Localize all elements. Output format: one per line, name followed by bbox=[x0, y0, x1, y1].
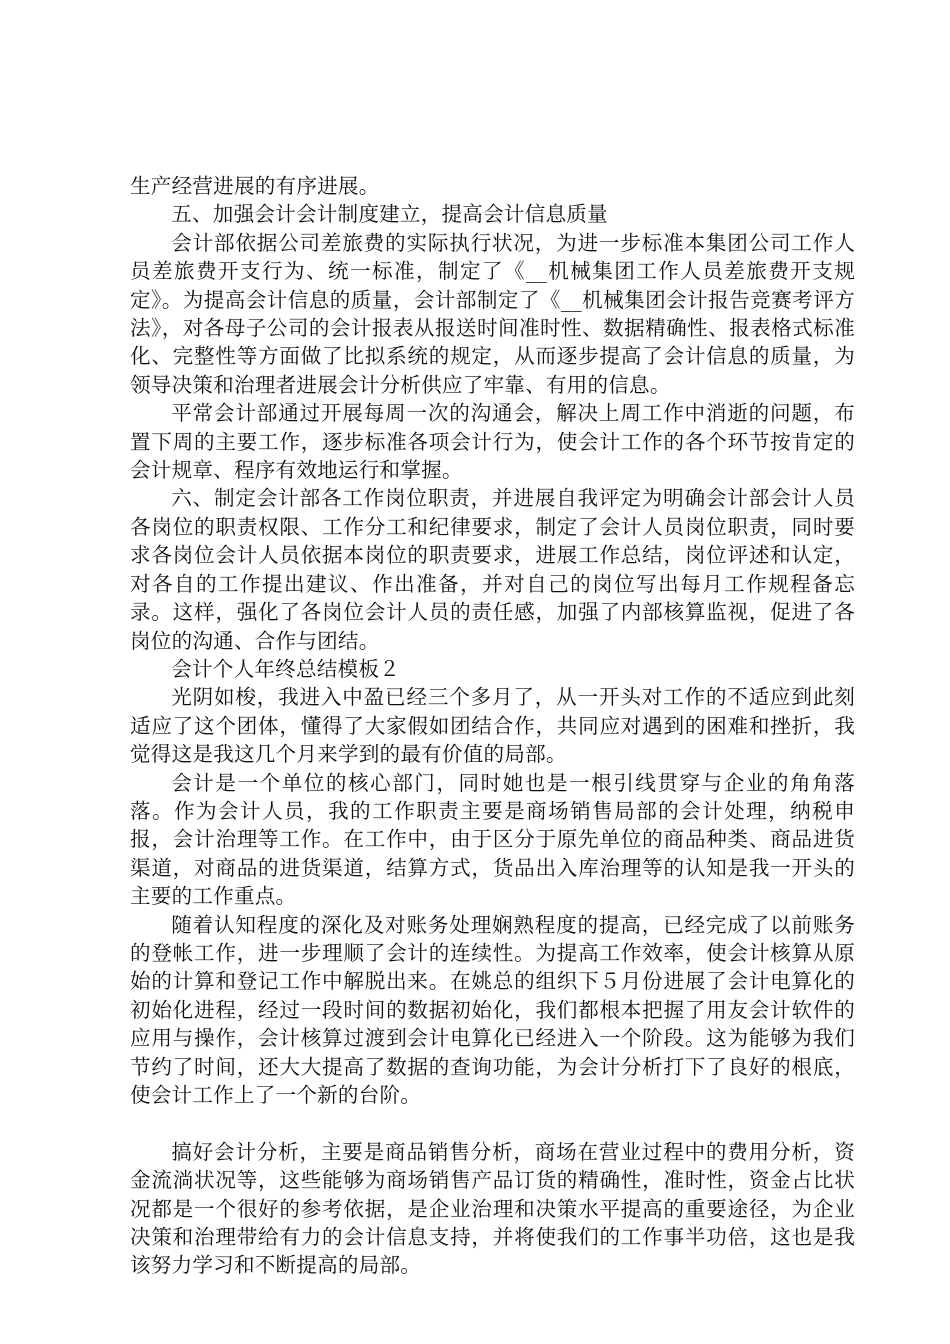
paragraph-weekly-meeting: 平常会计部通过开展每周一次的沟通会，解决上周工作中消逝的问题，布置下周的主要工作，逐步标准各项会计行为，使会计工作的各个环节按肯定的会计规章、程序有效地运行和掌握。 bbox=[130, 401, 855, 483]
template-title-2: 会计个人年终总结模板２ bbox=[171, 656, 400, 681]
paragraph-continuation: 生产经营进展的有序进展。 bbox=[130, 174, 380, 198]
section-heading-six: 六、制定会计部各工作岗位职责，并进展自我评定为明确会计部会计人员各岗位的职责权限、工作分工和纪律要求，制定了会计人员岗位职责，同时要求各岗位会计人员依据本岗位的职责要求，进展工作总结，岗位评述和认定，对各自的工作提出建议、作出准备，并对自己的岗位写出每月工作规程备忘录。这样，强化了各岗位会计人员的责任感，加强了内部核算监视，促进了各岗位的沟通、合作与团结。 bbox=[130, 486, 855, 653]
document-body bbox=[130, 172, 855, 1280]
paragraph-travel-expense-rules: 会计部依据公司差旅费的实际执行状况，为进一步标准本集团公司工作人员差旅费开支行为、统一标准，制定了《__机械集团工作人员差旅费开支规定》。为提高会计信息的质量，会计部制定了《__机械集团会计报告竞赛考评方法》，对各母子公司的会计报表从报送时间准时性、数据精确性、报表格式标准化、完整性等方面做了比拟系统的规定，从而逐步提高了会计信息的质量，为领导决策和治理者进展会计分析供应了牢靠、有用的信息。 bbox=[130, 230, 855, 397]
paragraph-computerization: 随着认知程度的深化及对账务处理娴熟程度的提高，已经完成了以前账务的登帐工作，进一步理顺了会计的连续性。为提高工作效率，使会计核算从原始的计算和登记工作中解脱出来。在姚总的组织下５月份进展了会计电算化的初始化进程，经过一段时间的数据初始化，我们都根本把握了用友会计软件的应用与操作，会计核算过渡到会计电算化已经进入一个阶段。这为能够为我们节约了时间，还大大提高了数据的查询功能，为会计分析打下了良好的根底，使会计工作上了一个新的台阶。 bbox=[130, 912, 855, 1107]
paragraph-gap bbox=[130, 1109, 855, 1137]
paragraph-accounting-analysis: 搞好会计分析，主要是商品销售分析，商场在营业过程中的费用分析，资金流淌状况等，这些能够为商场销售产品订货的精确性，准时性，资金占比状况都是一个很好的参考依据，是企业治理和决策水平提高的重要途径，为企业决策和治理带给有力的会计信息支持，并将使我们的工作事半功倍，这也是我该努力学习和不断提高的局部。 bbox=[130, 1139, 855, 1278]
section-heading-five: 五、加强会计会计制度建立，提高会计信息质量 bbox=[171, 202, 608, 227]
paragraph-accounting-role: 会计是一个单位的核心部门，同时她也是一根引线贯穿与企业的角角落落。作为会计人员，我的工作职责主要是商场销售局部的会计处理，纳税申报，会计治理等工作。在工作中，由于区分于原先单位的商品种类、商品进货渠道，对商品的进货渠道，结算方式，货品出入库治理等的认知是我一开头的主要的工作重点。 bbox=[130, 770, 855, 909]
paragraph-three-months: 光阴如梭，我进入中盈已经三个多月了，从一开头对工作的不适应到此刻适应了这个团体，懂得了大家假如团结合作，共同应对遇到的困难和挫折，我觉得这是我这几个月来学到的最有价值的局部。 bbox=[130, 685, 855, 767]
